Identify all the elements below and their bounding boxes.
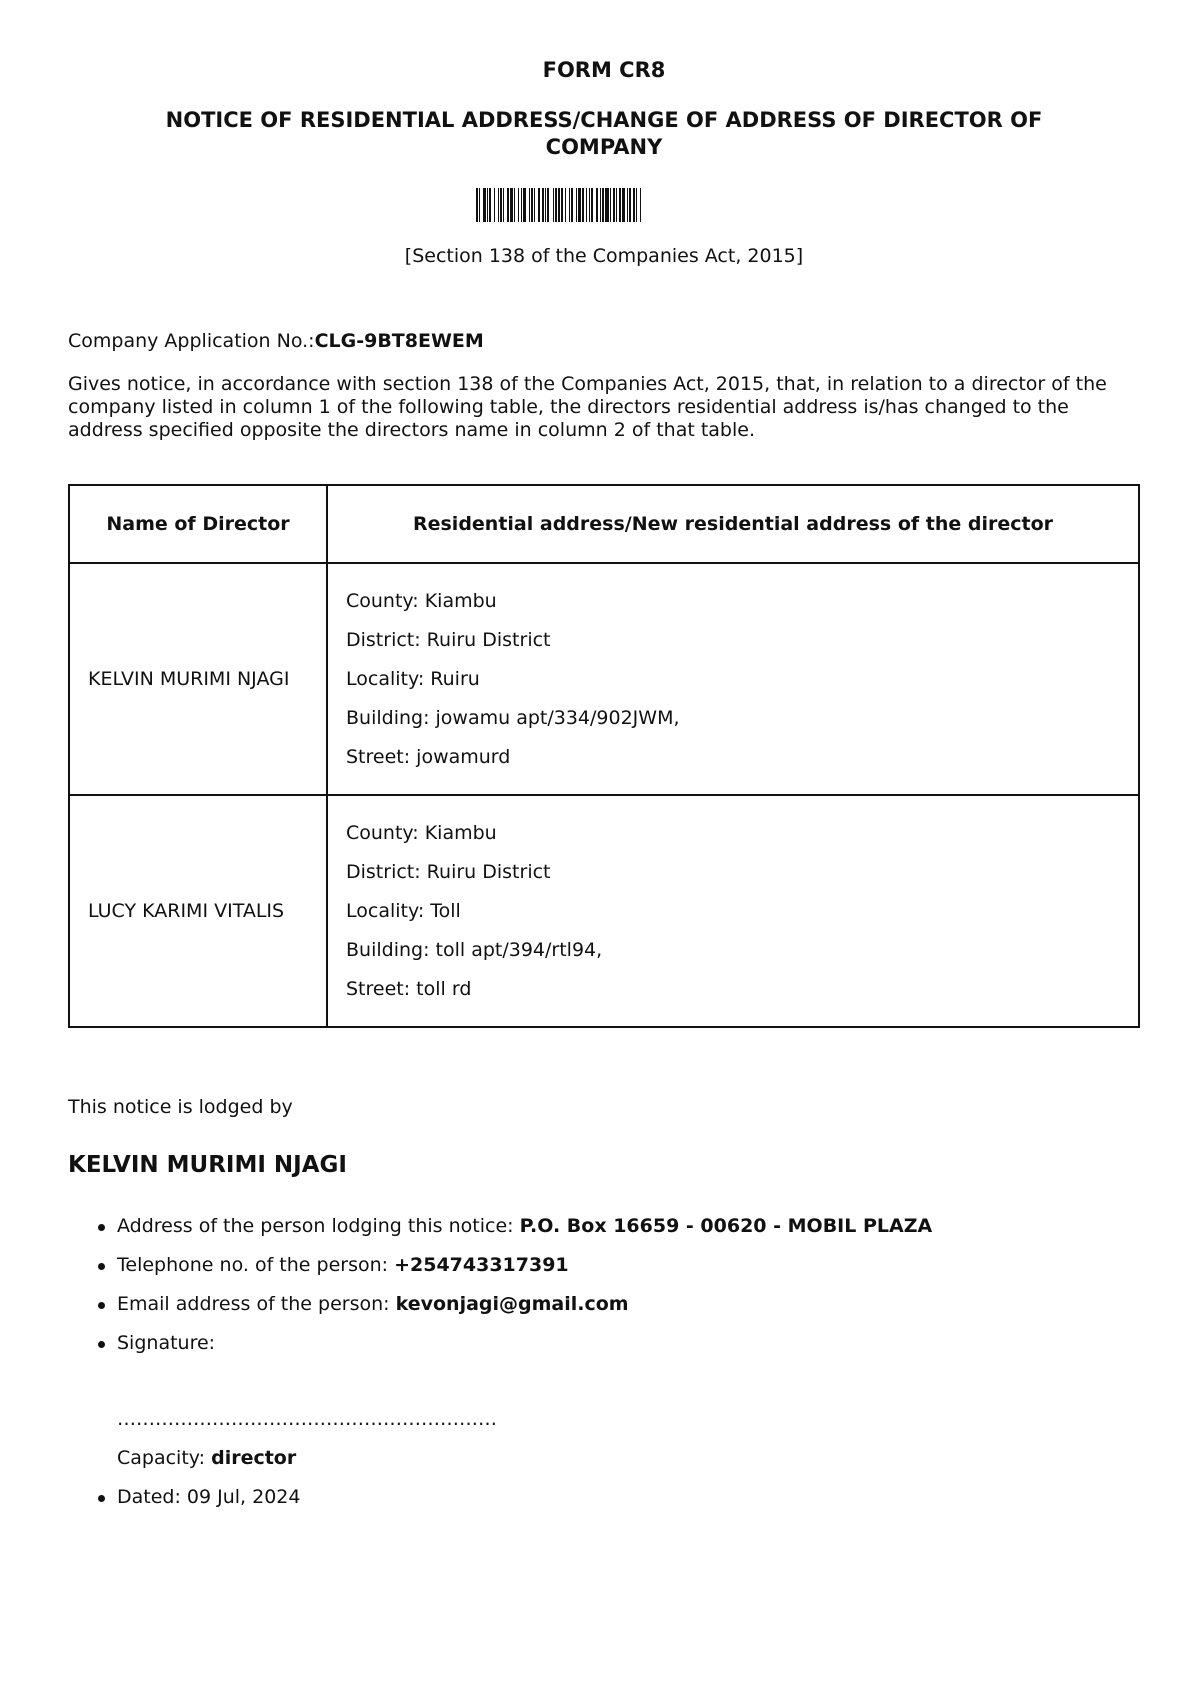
list-item-email (117, 1285, 1189, 1324)
telephone-value: +254743317391 (394, 1254, 569, 1276)
address-district: District: Ruiru District (346, 628, 551, 651)
director-address (327, 563, 1139, 795)
lodged-by-text: This notice is lodged by (68, 1096, 293, 1118)
director-name: LUCY KARIMI VITALIS (69, 795, 327, 1027)
form-title: FORM CR8 (542, 58, 666, 82)
address-locality: Locality: Toll (346, 899, 461, 922)
email-label: Email address of the person: (117, 1293, 396, 1315)
document-page (68, 0, 1140, 1698)
section-reference: [Section 138 of the Companies Act, 2015] (404, 245, 804, 267)
form-subtitle: NOTICE OF RESIDENTIAL ADDRESS/CHANGE OF ADDRESS OF DIRECTOR OF COMPANY (165, 108, 1043, 159)
notice-paragraph: Gives notice, in accordance with section 138 of the Companies Act, 2015, that, in relation to a director of the company listed in column 1 of the following table, the directors residential address is/has changed to the address specified opposite the directors name in column 2 of that table. (68, 373, 1107, 441)
barcode-image (476, 188, 732, 222)
signature-line: …………………………………………………… (117, 1408, 497, 1430)
barcode-bar (641, 188, 643, 222)
address-street: Street: toll rd (346, 977, 472, 1000)
list-item-signature (117, 1324, 1189, 1478)
header-residential-address: Residential address/New residential address of the director (327, 485, 1139, 563)
telephone-label: Telephone no. of the person: (117, 1254, 395, 1276)
address-district: District: Ruiru District (346, 860, 551, 883)
table-row (69, 795, 1139, 1027)
application-number-value: CLG-9BT8EWEM (314, 330, 484, 352)
directors-table (68, 484, 1140, 1028)
address-county: County: Kiambu (346, 589, 497, 612)
capacity-label: Capacity: (117, 1447, 212, 1469)
director-name: KELVIN MURIMI NJAGI (69, 563, 327, 795)
address-county: County: Kiambu (346, 821, 497, 844)
application-number-label: Company Application No.: (68, 330, 315, 352)
table-row (69, 563, 1139, 795)
capacity-value: director (211, 1447, 297, 1469)
signature-label: Signature: (117, 1332, 216, 1354)
application-number-line (68, 330, 484, 352)
email-value: kevonjagi@gmail.com (395, 1293, 629, 1315)
address-building: Building: toll apt/394/rtl94, (346, 938, 603, 961)
address-street: Street: jowamurd (346, 745, 511, 768)
lodger-name: KELVIN MURIMI NJAGI (68, 1152, 347, 1178)
list-item-address (117, 1207, 1189, 1246)
lodger-details-list (68, 1207, 1189, 1517)
table-header-row (69, 485, 1139, 563)
address-locality: Locality: Ruiru (346, 667, 480, 690)
capacity-line (117, 1439, 1189, 1478)
list-item-dated (117, 1478, 1189, 1517)
address-building: Building: jowamu apt/334/902JWM, (346, 706, 680, 729)
address-label: Address of the person lodging this notice: (117, 1215, 520, 1237)
director-address (327, 795, 1139, 1027)
address-value: P.O. Box 16659 - 00620 - MOBIL PLAZA (519, 1215, 933, 1237)
header-name-of-director: Name of Director (69, 485, 327, 563)
signature-block (117, 1400, 1189, 1478)
list-item-telephone (117, 1246, 1189, 1285)
dated-text: Dated: 09 Jul, 2024 (117, 1486, 301, 1508)
